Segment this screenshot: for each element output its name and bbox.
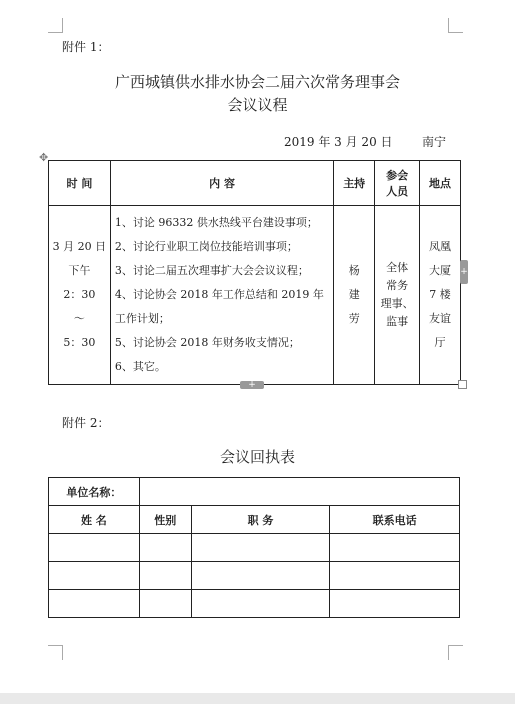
phone-cell[interactable] — [330, 590, 460, 618]
place-cell — [420, 206, 461, 385]
header-time: 时 间 — [49, 161, 111, 206]
crop-mark-top-right — [448, 18, 463, 33]
attendees-cell — [375, 206, 420, 385]
agenda-item: 3、讨论二届五次理事扩大会会议议程； — [114, 264, 309, 277]
position-cell[interactable] — [191, 562, 330, 590]
agenda-item: 工作计划； — [114, 312, 170, 325]
document-title: 广西城镇供水排水协会二届六次常务理事会 — [114, 73, 400, 91]
agenda-body-row — [49, 206, 461, 385]
header-phone: 联系电话 — [330, 506, 460, 534]
table-move-handle-icon[interactable]: ✥ — [39, 151, 49, 164]
page-gap-bar — [0, 693, 515, 704]
place-line: 凤凰 — [429, 240, 452, 253]
agenda-item: 6、其它。 — [114, 360, 166, 373]
content-cell — [110, 206, 333, 385]
time-line: ～ — [73, 312, 85, 325]
receipt-unit-row — [49, 478, 460, 506]
position-cell[interactable] — [191, 534, 330, 562]
gender-cell[interactable] — [139, 534, 191, 562]
time-line: 下午 — [68, 264, 91, 277]
attendee-line: 全体 — [386, 261, 409, 274]
unit-name-label: 单位名称： — [49, 478, 140, 506]
name-cell[interactable] — [49, 534, 140, 562]
meeting-city: 南宁 — [422, 135, 447, 149]
agenda-item: 1、讨论 96332 供水热线平台建设事项； — [114, 216, 318, 229]
agenda-item: 5、讨论协会 2018 年财务收支情况； — [114, 336, 300, 349]
agenda-table — [48, 160, 461, 385]
attendee-line: 理事、监事 — [380, 297, 414, 328]
gender-cell[interactable] — [139, 562, 191, 590]
phone-cell[interactable] — [330, 562, 460, 590]
add-row-icon[interactable]: + — [240, 381, 264, 389]
gender-cell[interactable] — [139, 590, 191, 618]
header-attendees: 参会人员 — [375, 161, 420, 206]
unit-name-value[interactable] — [139, 478, 459, 506]
header-place: 地点 — [420, 161, 461, 206]
table-row — [49, 562, 460, 590]
table-resize-handle-icon[interactable] — [458, 380, 467, 389]
place-line: 厅 — [434, 336, 446, 349]
time-line: 2：30 — [63, 288, 96, 301]
time-line: 3 月 20 日 — [52, 240, 107, 253]
header-name: 姓 名 — [49, 506, 140, 534]
agenda-item: 4、讨论协会 2018 年工作总结和 2019 年 — [114, 288, 324, 301]
header-position: 职 务 — [191, 506, 330, 534]
receipt-table — [48, 477, 460, 618]
receipt-header-row — [49, 506, 460, 534]
attendee-line: 常务 — [386, 279, 409, 292]
place-line: 大厦 — [429, 264, 452, 277]
crop-mark-bottom-left — [48, 645, 63, 660]
host-char: 劳 — [348, 312, 360, 325]
host-char: 建 — [348, 288, 360, 301]
position-cell[interactable] — [191, 590, 330, 618]
crop-mark-bottom-right — [448, 645, 463, 660]
time-line: 5：30 — [63, 336, 96, 349]
host-char: 杨 — [348, 264, 360, 277]
table-row — [49, 534, 460, 562]
attachment-1-label: 附件 1： — [62, 40, 110, 54]
phone-cell[interactable] — [330, 534, 460, 562]
agenda-header-row — [49, 161, 461, 206]
agenda-item: 2、讨论行业职工岗位技能培训事项； — [114, 240, 298, 253]
name-cell[interactable] — [49, 590, 140, 618]
add-column-icon[interactable]: + — [460, 260, 468, 284]
meeting-date: 2019 年 3 月 20 日 — [284, 135, 393, 149]
header-host: 主持 — [334, 161, 375, 206]
table-row — [49, 590, 460, 618]
place-line: 7 楼 — [429, 288, 451, 301]
host-cell — [334, 206, 375, 385]
header-content: 内 容 — [110, 161, 333, 206]
name-cell[interactable] — [49, 562, 140, 590]
place-line: 友谊 — [429, 312, 452, 325]
crop-mark-top-left — [48, 18, 63, 33]
attachment-2-label: 附件 2： — [62, 416, 110, 430]
receipt-title: 会议回执表 — [219, 448, 295, 466]
document-subtitle: 会议议程 — [227, 96, 288, 114]
time-cell — [49, 206, 111, 385]
header-gender: 性别 — [139, 506, 191, 534]
